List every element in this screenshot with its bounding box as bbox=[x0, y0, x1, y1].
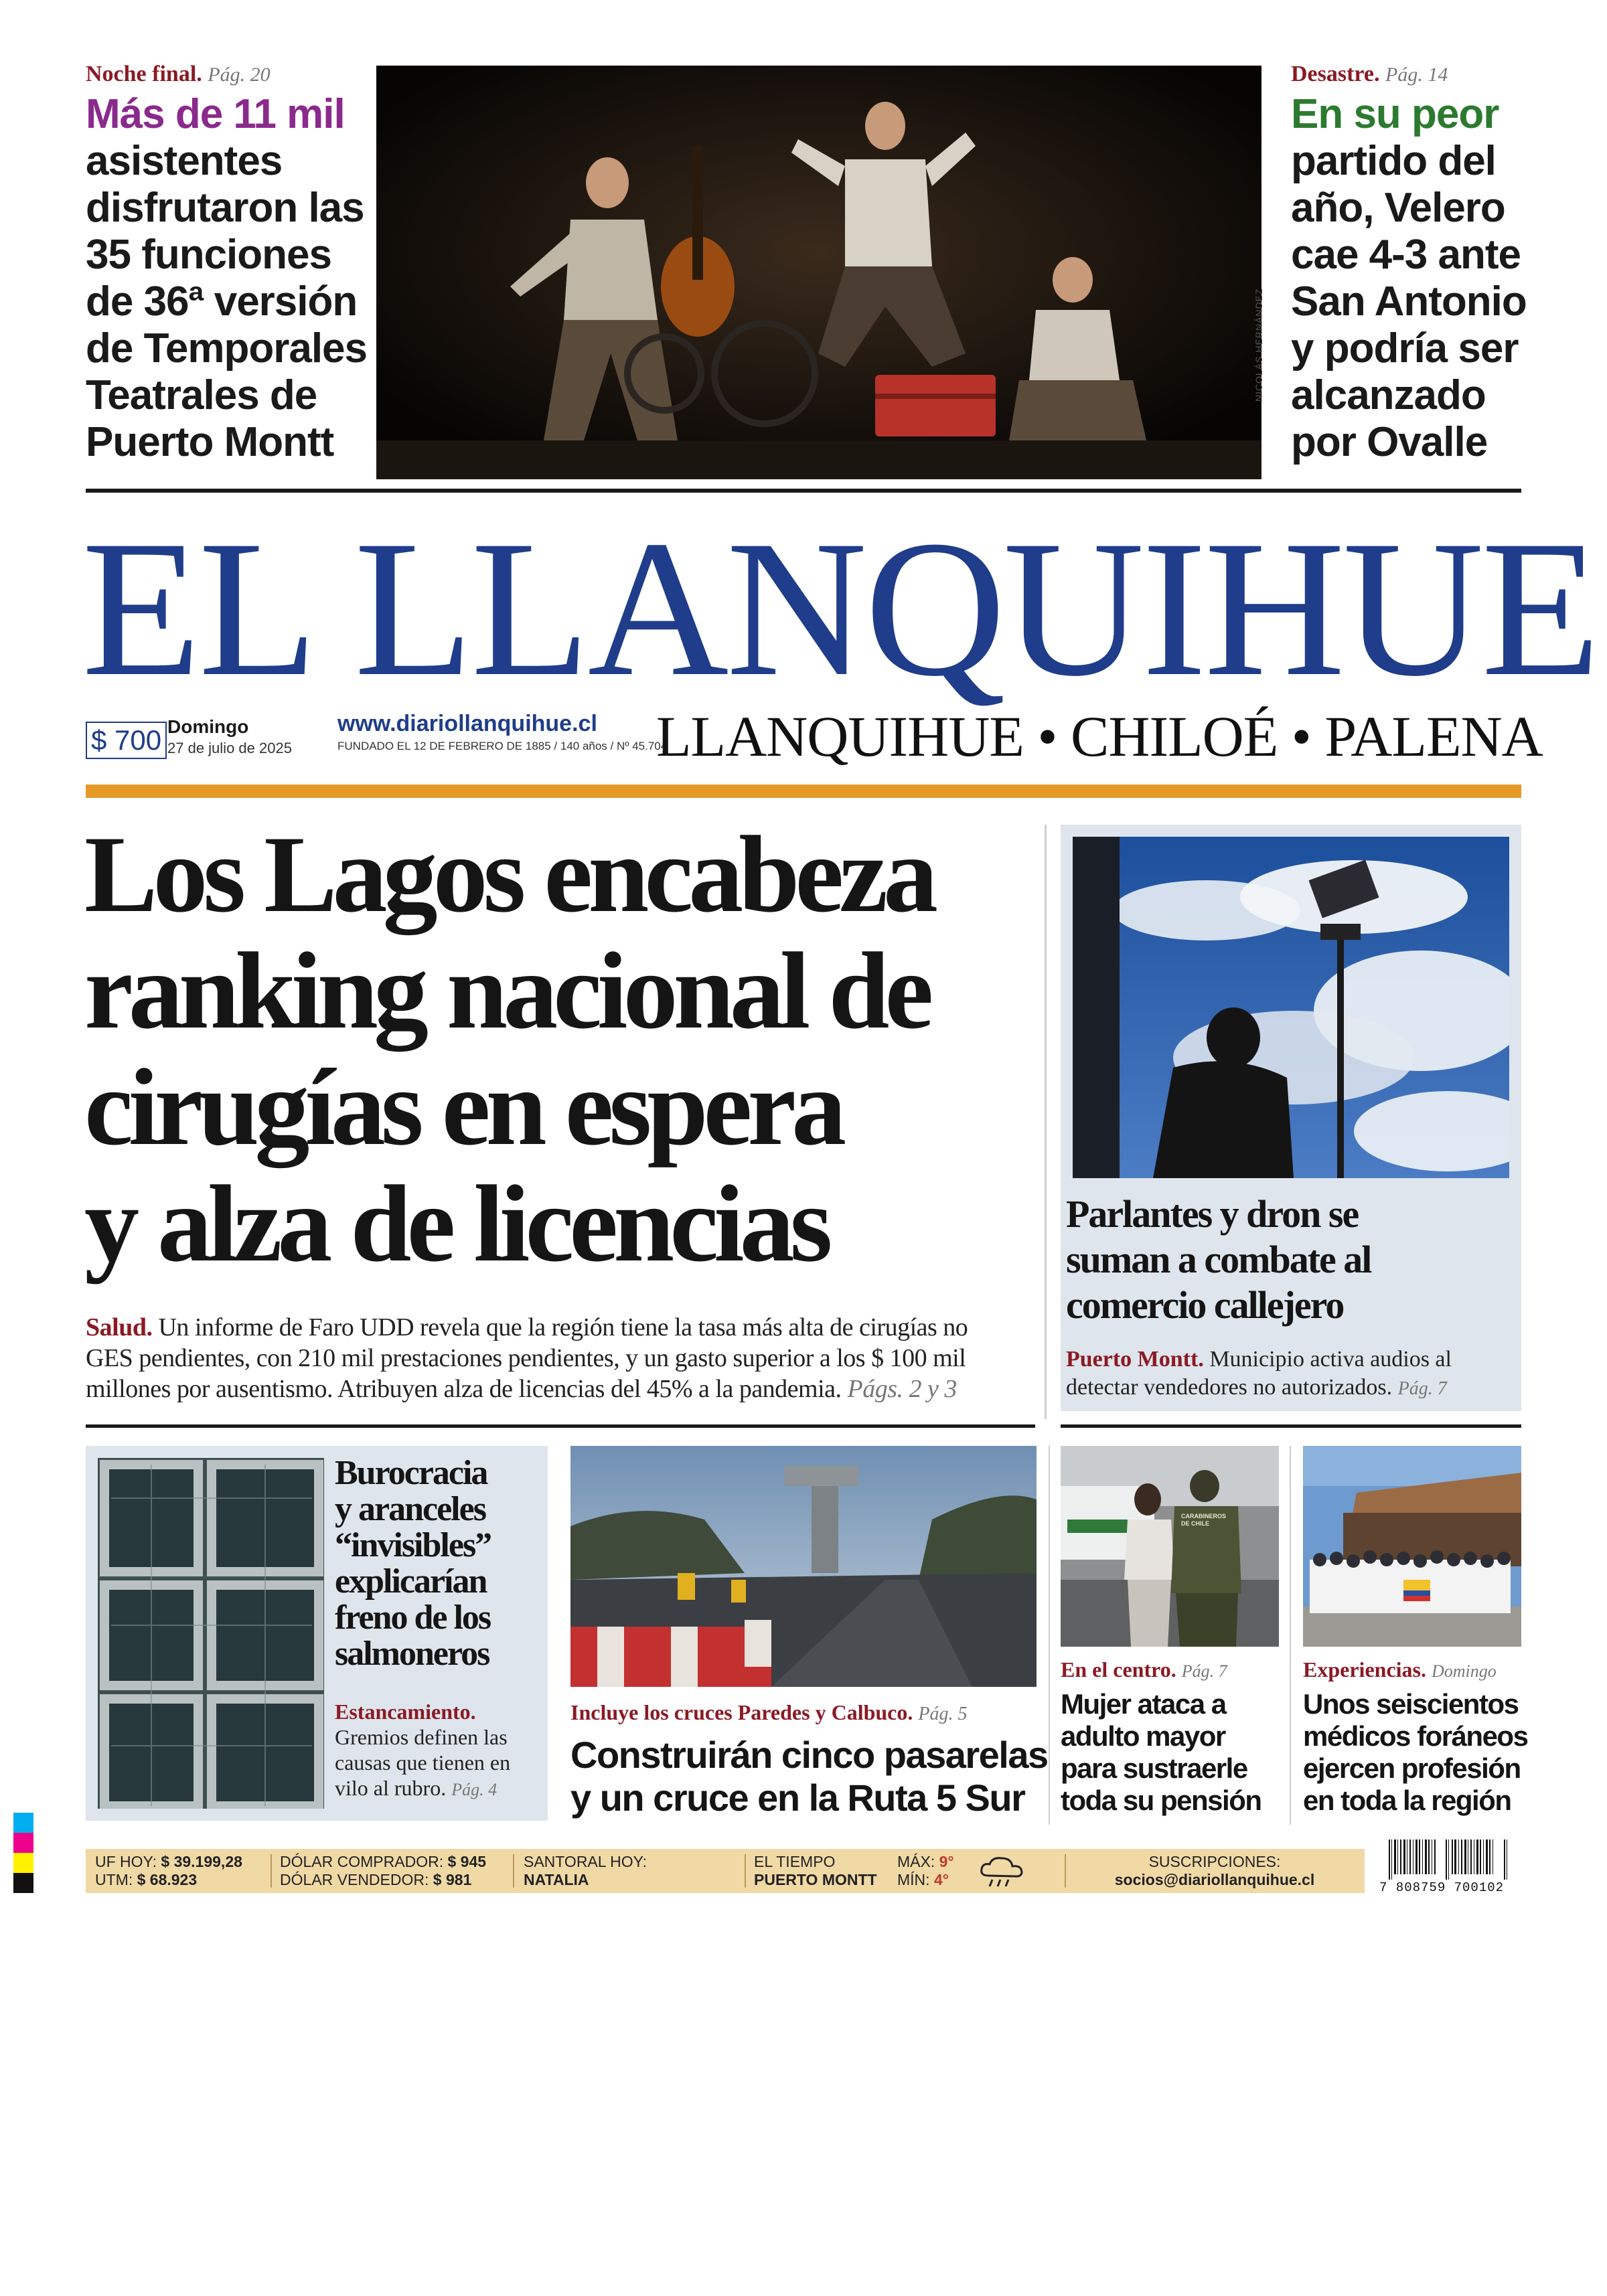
utm-label: UTM: bbox=[95, 1871, 133, 1888]
centro-headline bbox=[1061, 1688, 1282, 1817]
headline-line: Construirán cinco pasarelas bbox=[570, 1734, 1048, 1776]
page-ref: Págs. 2 y 3 bbox=[847, 1375, 957, 1403]
headline-line: en toda la región bbox=[1303, 1785, 1511, 1816]
dolar-comprador-label: DÓLAR COMPRADOR: bbox=[280, 1853, 444, 1870]
salmon-summary bbox=[335, 1699, 544, 1803]
black-mark bbox=[13, 1873, 33, 1893]
page-ref: Pág. 20 bbox=[208, 64, 271, 86]
side-story-panel[interactable] bbox=[1061, 825, 1521, 1411]
headline-line: y un cruce en la Ruta 5 Sur bbox=[570, 1777, 1025, 1819]
headline-line: Mujer ataca a bbox=[1061, 1688, 1226, 1720]
footer-dolar bbox=[280, 1853, 486, 1889]
headline-line: ejercen profesión bbox=[1303, 1752, 1521, 1784]
road-headline bbox=[570, 1734, 1048, 1819]
teaser-headline bbox=[1291, 138, 1586, 466]
headline-line: toda su pensión bbox=[1061, 1785, 1261, 1816]
mid-divider-left bbox=[86, 1424, 1035, 1428]
road-kicker bbox=[570, 1700, 967, 1725]
issue-day: Domingo bbox=[167, 716, 249, 737]
page-ref: Pág. 7 bbox=[1397, 1378, 1447, 1399]
teaser-kicker bbox=[86, 62, 380, 87]
headline-line: asistentes bbox=[86, 138, 283, 184]
headline-line: Unos seiscientos bbox=[1303, 1688, 1519, 1720]
footer-temps bbox=[897, 1853, 954, 1889]
medicos-headline bbox=[1303, 1688, 1528, 1817]
headline-line: cirugías en espera bbox=[84, 1047, 842, 1168]
summary-line bbox=[1066, 1374, 1516, 1403]
headline-line: Parlantes y dron se bbox=[1066, 1192, 1359, 1236]
founded-line: FUNDADO EL 12 DE FEBRERO DE 1885 / 140 años / Nº 45.704 bbox=[337, 740, 668, 752]
summary-kicker: Puerto Montt. bbox=[1066, 1347, 1204, 1372]
top-right-teaser[interactable] bbox=[1291, 62, 1586, 466]
price-box bbox=[86, 722, 167, 759]
regions-line: LLANQUIHUE • CHILOÉ • PALENA bbox=[656, 704, 1543, 768]
uf-label: UF HOY: bbox=[95, 1853, 157, 1870]
barcode-number: 7 808759 700102 bbox=[1379, 1880, 1505, 1895]
theater-photo[interactable] bbox=[376, 66, 1261, 479]
magenta-mark bbox=[13, 1833, 33, 1853]
street-photo bbox=[1073, 837, 1509, 1178]
suscripciones-email[interactable]: socios@diariollanquihue.cl bbox=[1114, 1871, 1315, 1888]
medicos-kicker bbox=[1303, 1657, 1497, 1682]
summary-text: Municipio activa audios al bbox=[1209, 1347, 1452, 1372]
dolar-comprador-value: $ 945 bbox=[447, 1853, 487, 1870]
barcode-bars bbox=[1379, 1839, 1521, 1880]
photo-credit: NICOLÁS HERNÁNDEZ bbox=[1253, 288, 1264, 402]
santoral-value: NATALIA bbox=[524, 1871, 589, 1888]
headline-line: de Temporales bbox=[86, 325, 368, 372]
headline-line: freno de los bbox=[335, 1598, 491, 1637]
website-link[interactable]: www.diariollanquihue.cl bbox=[337, 711, 597, 736]
footer-tiempo bbox=[754, 1853, 877, 1889]
headline-line: Puerto Montt bbox=[86, 419, 334, 465]
main-headline[interactable] bbox=[84, 814, 1049, 1285]
summary-text: millones por ausentismo. Atribuyen alza de licencias del 45% a la pandemia. bbox=[86, 1375, 842, 1403]
footer-sep bbox=[513, 1854, 514, 1888]
salmon-story-panel[interactable] bbox=[86, 1446, 548, 1821]
side-headline bbox=[1066, 1192, 1516, 1328]
dolar-vendedor-label: DÓLAR VENDEDOR: bbox=[280, 1871, 429, 1888]
website-block bbox=[337, 711, 667, 753]
issue-date-text: 27 de julio de 2025 bbox=[167, 740, 292, 756]
top-left-teaser[interactable] bbox=[86, 62, 380, 466]
cloud-rain-icon bbox=[976, 1852, 1030, 1890]
salmon-headline bbox=[335, 1455, 544, 1672]
summary-text: Un informe de Faro UDD revela que la región tiene la tasa más alta de cirugías no bbox=[158, 1313, 968, 1341]
kicker-text: Incluye los cruces Paredes y Calbuco. bbox=[570, 1700, 913, 1724]
headline-line: partido del bbox=[1291, 138, 1496, 184]
footer-uf bbox=[95, 1853, 242, 1889]
kicker-text: En el centro. bbox=[1061, 1657, 1176, 1682]
tiempo-city: PUERTO MONTT bbox=[754, 1871, 877, 1888]
footer-sep bbox=[745, 1854, 746, 1888]
masthead-title[interactable]: EL LLANQUIHUE bbox=[82, 501, 1598, 717]
main-summary bbox=[86, 1312, 1037, 1404]
headline-line: cae 4-3 ante bbox=[1291, 232, 1521, 278]
issue-date bbox=[167, 716, 292, 759]
headline-line: año, Velero bbox=[1291, 185, 1505, 231]
summary-kicker: Estancamiento. bbox=[335, 1700, 476, 1724]
salmon-pens-photo bbox=[98, 1458, 324, 1809]
side-summary bbox=[1066, 1345, 1516, 1403]
footer-sep bbox=[1065, 1854, 1066, 1888]
tiempo-label: EL TIEMPO bbox=[754, 1853, 836, 1870]
page-ref: Pág. 14 bbox=[1385, 64, 1448, 86]
headline-line: adulto mayor bbox=[1061, 1720, 1225, 1752]
headline-line: por Ovalle bbox=[1291, 419, 1488, 465]
summary-line: GES pendientes, con 210 mil prestaciones pendientes, y un gasto superior a los $ 100 mil bbox=[86, 1344, 966, 1372]
page-ref: Pág. 5 bbox=[918, 1704, 968, 1724]
page-ref: Domingo bbox=[1431, 1661, 1497, 1681]
column-divider bbox=[1045, 825, 1047, 1419]
summary-text: vilo al rubro. bbox=[335, 1776, 447, 1800]
headline-line: suman a combate al bbox=[1066, 1238, 1371, 1281]
summary-kicker: Salud. bbox=[86, 1313, 153, 1341]
headline-line: médicos foráneos bbox=[1303, 1720, 1528, 1752]
summary-text: detectar vendedores no autorizados. bbox=[1066, 1375, 1393, 1400]
bottom-column-divider-2 bbox=[1290, 1446, 1291, 1825]
highway-photo bbox=[570, 1446, 1037, 1687]
min-label: MÍN: bbox=[897, 1871, 930, 1888]
headline-line: San Antonio bbox=[1291, 278, 1527, 325]
headline-line: y aranceles bbox=[335, 1490, 485, 1528]
teaser-headline bbox=[86, 138, 380, 466]
teaser-kicker bbox=[1291, 62, 1586, 87]
page-ref: Pág. 4 bbox=[451, 1780, 498, 1799]
kicker-text: Desastre. bbox=[1291, 62, 1380, 86]
page-ref: Pág. 7 bbox=[1181, 1661, 1227, 1681]
summary-line bbox=[86, 1312, 1037, 1343]
headline-line: Los Lagos encabeza bbox=[84, 814, 933, 935]
yellow-mark bbox=[13, 1853, 33, 1873]
headline-line: para sustraerle bbox=[1061, 1752, 1247, 1784]
mid-divider-right bbox=[1061, 1424, 1521, 1428]
bottom-column-divider-1 bbox=[1049, 1446, 1050, 1825]
kicker-text: Noche final. bbox=[86, 62, 202, 86]
utm-value: $ 68.923 bbox=[137, 1871, 198, 1888]
police-photo bbox=[1061, 1446, 1279, 1647]
centro-story[interactable] bbox=[1061, 1446, 1282, 1821]
headline-line: salmoneros bbox=[335, 1635, 489, 1673]
top-divider bbox=[86, 489, 1521, 493]
vest-label: CARABINEROS DE CHILE bbox=[1181, 1513, 1227, 1527]
max-label: MÁX: bbox=[897, 1853, 935, 1870]
santoral-label: SANTORAL HOY: bbox=[524, 1853, 647, 1870]
headline-line: comercio callejero bbox=[1066, 1283, 1344, 1327]
headline-line: disfrutaron las bbox=[86, 185, 364, 231]
summary-line bbox=[86, 1374, 1037, 1404]
orange-rule bbox=[86, 785, 1521, 798]
kicker-text: Experiencias. bbox=[1303, 1657, 1426, 1682]
headline-line: Teatrales de bbox=[86, 372, 317, 418]
footer-suscripciones[interactable] bbox=[1074, 1853, 1355, 1889]
centro-kicker bbox=[1061, 1657, 1227, 1682]
headline-line: Burocracia bbox=[335, 1454, 487, 1492]
headline-line: “invisibles” bbox=[335, 1526, 491, 1564]
summary-line: Gremios definen las bbox=[335, 1725, 508, 1749]
headline-line: alcanzado bbox=[1291, 372, 1486, 418]
footer-santoral bbox=[524, 1853, 647, 1889]
price-text: $ 700 bbox=[91, 724, 162, 756]
max-value: 9° bbox=[939, 1853, 954, 1870]
footer-sep bbox=[271, 1854, 272, 1888]
headline-line: ranking nacional de bbox=[84, 930, 929, 1052]
min-value: 4° bbox=[933, 1871, 949, 1888]
summary-line: causas que tienen en bbox=[335, 1750, 511, 1775]
headline-line: explicarían bbox=[335, 1562, 487, 1601]
cyan-mark bbox=[13, 1813, 33, 1833]
summary-line bbox=[335, 1775, 544, 1803]
dolar-vendedor-value: $ 981 bbox=[433, 1871, 472, 1888]
uf-value: $ 39.199,28 bbox=[161, 1853, 242, 1870]
road-story[interactable] bbox=[570, 1446, 1048, 1821]
headline-line: 35 funciones bbox=[86, 232, 331, 278]
doctors-group-photo bbox=[1303, 1446, 1521, 1647]
print-color-marks bbox=[13, 1813, 33, 1893]
headline-line: de 36ª versión bbox=[86, 278, 358, 325]
suscripciones-label: SUSCRIPCIONES: bbox=[1148, 1853, 1281, 1870]
teaser-highlight: Más de 11 mil bbox=[86, 91, 345, 137]
headline-line: y podría ser bbox=[1291, 325, 1519, 372]
teaser-highlight: En su peor bbox=[1291, 91, 1499, 137]
medicos-story[interactable] bbox=[1303, 1446, 1528, 1821]
barcode bbox=[1379, 1839, 1521, 1896]
headline-line: y alza de licencias bbox=[84, 1163, 828, 1285]
summary-line bbox=[1066, 1345, 1516, 1374]
